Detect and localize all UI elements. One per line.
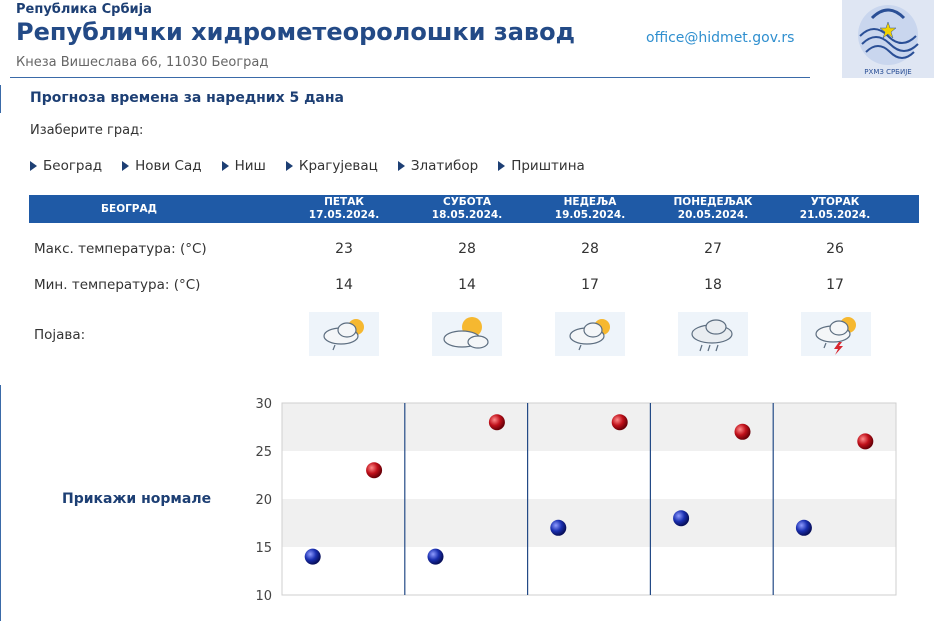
temperature-chart [240, 395, 900, 610]
arrow-right-icon [30, 161, 37, 171]
day-name: СУБОТА [442, 196, 492, 208]
day-date: 17.05.2024. [308, 209, 380, 221]
min-temp-value: 14 [458, 277, 476, 293]
min-temp-value: 18 [704, 277, 722, 293]
arrow-right-icon [286, 161, 293, 171]
city-label: Крагујевац [298, 158, 378, 174]
city-link-novi-sad[interactable] [122, 158, 201, 174]
sun-behind-clouds-icon [432, 312, 502, 356]
forecast-title: Прогноза времена за наредних 5 дана [30, 90, 345, 106]
day-header [284, 195, 404, 223]
min-temp-point[interactable] [673, 510, 689, 526]
city-link-beograd[interactable] [30, 158, 102, 174]
chart-band [282, 547, 896, 595]
logo-text: РХМЗ СРБИЈЕ [864, 68, 912, 76]
selected-city-header: БЕОГРАД [101, 203, 157, 215]
day-header [653, 195, 773, 223]
day-name: НЕДЕЉА [563, 196, 617, 208]
day-date: 18.05.2024. [431, 209, 503, 221]
max-temp-label: Макс. температура: (°C) [34, 241, 207, 257]
max-temp-value: 28 [581, 241, 599, 257]
day-date: 21.05.2024. [799, 209, 871, 221]
city-link-kragujevac[interactable] [286, 158, 378, 174]
city-label: Златибор [410, 158, 479, 174]
city-label: Нови Сад [135, 158, 202, 174]
max-temp-point[interactable] [366, 462, 382, 478]
max-temp-value: 27 [704, 241, 722, 257]
y-tick-label: 15 [255, 541, 272, 556]
max-temp-value: 28 [458, 241, 476, 257]
min-temp-value: 17 [826, 277, 844, 293]
city-label: Београд [43, 158, 103, 174]
y-tick-label: 20 [255, 493, 272, 508]
min-temp-point[interactable] [428, 549, 444, 565]
cloud-rain-icon [678, 312, 748, 356]
day-header [530, 195, 650, 223]
max-temp-point[interactable] [735, 424, 751, 440]
city-label: Приштина [511, 158, 585, 174]
day-header [775, 195, 895, 223]
cloud-sun-thunderstorm-icon [801, 312, 871, 356]
day-name: ПОНЕДЕЉАК [673, 196, 753, 208]
forecast-table-header [29, 195, 919, 223]
chart-left-edge [0, 385, 1, 621]
day-name: УТОРАК [810, 196, 860, 208]
city-label: Ниш [234, 158, 266, 174]
min-temp-label: Мин. температура: (°C) [34, 277, 201, 293]
chart-band [282, 403, 896, 451]
max-temp-value: 26 [826, 241, 844, 257]
agency-title[interactable]: Републички хидрометеоролошки завод [16, 18, 575, 46]
phenomenon-label: Појава: [34, 327, 86, 343]
cloud-sun-light-rain-icon [309, 312, 379, 356]
choose-city-label: Изаберите град: [30, 123, 144, 138]
city-link-pristina[interactable] [498, 158, 585, 174]
y-tick-label: 30 [255, 397, 272, 412]
header-divider [10, 77, 810, 78]
agency-address: Кнеза Вишеслава 66, 11030 Београд [16, 55, 269, 70]
min-temp-value: 14 [335, 277, 353, 293]
min-temp-point[interactable] [796, 520, 812, 536]
city-list [30, 158, 605, 174]
show-normals-button[interactable]: Прикажи нормале [62, 491, 212, 507]
city-link-nis[interactable] [222, 158, 266, 174]
min-temp-value: 17 [581, 277, 599, 293]
cloud-sun-light-rain-icon [555, 312, 625, 356]
day-header [407, 195, 527, 223]
day-name: ПЕТАК [324, 196, 364, 208]
y-tick-label: 10 [255, 589, 272, 604]
max-temp-point[interactable] [857, 433, 873, 449]
day-date: 20.05.2024. [677, 209, 749, 221]
city-link-zlatibor[interactable] [398, 158, 478, 174]
left-edge-mark [0, 85, 1, 113]
max-temp-value: 23 [335, 241, 353, 257]
arrow-right-icon [498, 161, 505, 171]
max-temp-point[interactable] [612, 414, 628, 430]
arrow-right-icon [122, 161, 129, 171]
min-temp-point[interactable] [305, 549, 321, 565]
arrow-right-icon [222, 161, 229, 171]
arrow-right-icon [398, 161, 405, 171]
min-temp-point[interactable] [550, 520, 566, 536]
republic-name: Република Србија [16, 2, 152, 17]
max-temp-point[interactable] [489, 414, 505, 430]
y-tick-label: 25 [255, 445, 272, 460]
rhmz-logo-icon[interactable] [842, 0, 934, 78]
day-date: 19.05.2024. [554, 209, 626, 221]
email-link[interactable]: office@hidmet.gov.rs [646, 30, 795, 46]
